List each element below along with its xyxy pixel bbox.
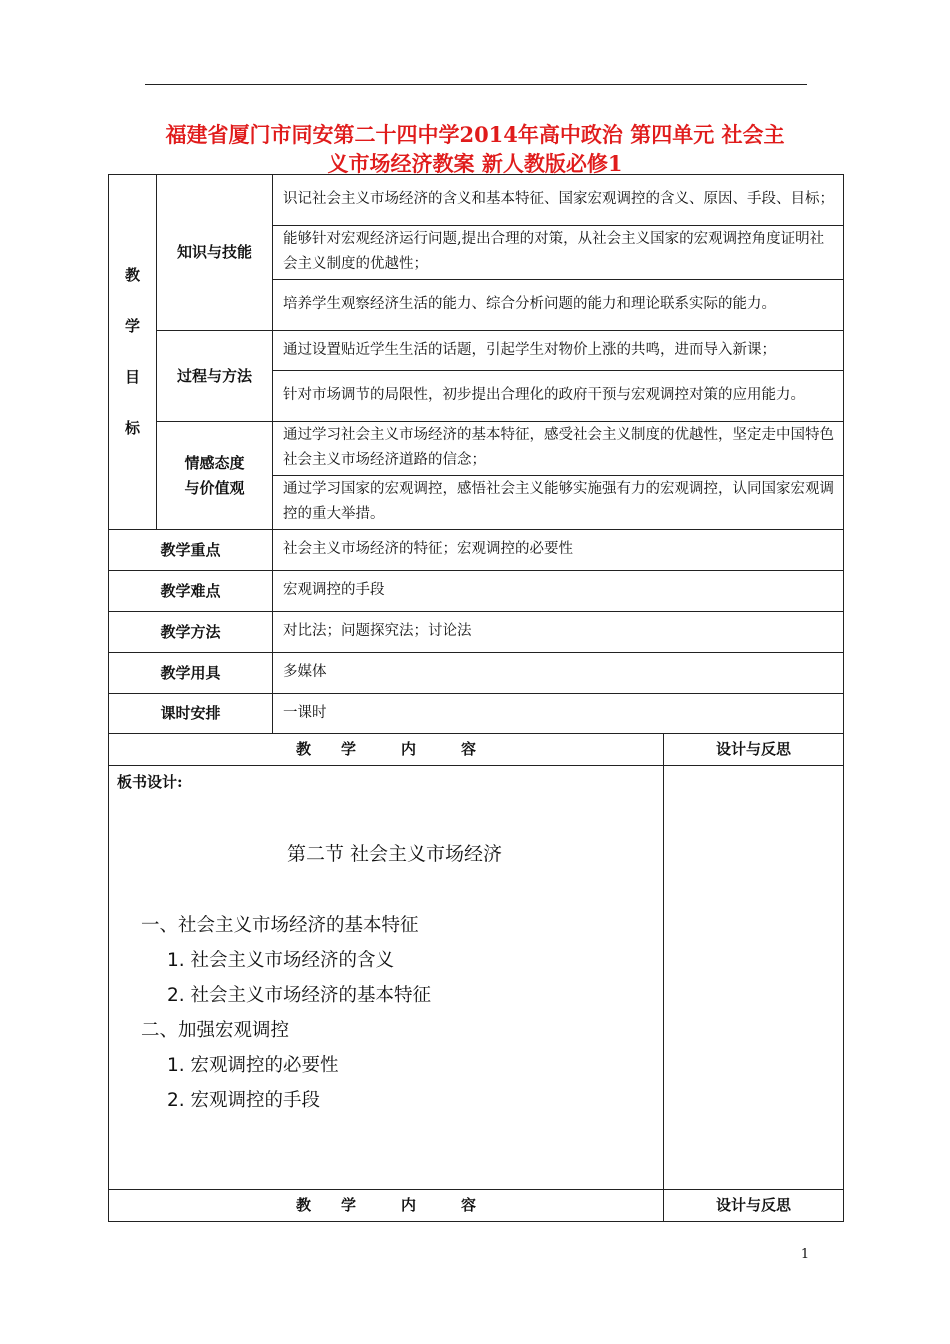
objective-item: 通过学习国家的宏观调控，感悟社会主义能够实施强有力的宏观调控，认同国家宏观调控的重大举措。 [273,476,844,530]
outline-item: 1. 社会主义市场经济的含义 [167,950,395,971]
objective-item: 通过设置贴近学生生活的话题，引起学生对物价上涨的共鸣，进而导入新课； [273,331,844,371]
schedule-label: 课时安排 [109,694,273,734]
board-design-label: 板书设计: [117,773,183,791]
lesson-plan-table [108,174,844,1222]
content-header: 教 学 内 容 [109,734,664,766]
board-design-cell [109,766,664,1190]
key-points-value: 社会主义市场经济的特征；宏观调控的必要性 [273,530,844,571]
board-title: 第二节 社会主义市场经济 [287,843,503,865]
objective-item: 培养学生观察经济生活的能力、综合分析问题的能力和理论联系实际的能力。 [273,280,844,331]
outline-heading: 一、社会主义市场经济的基本特征 [141,915,419,936]
outline-item: 2. 宏观调控的手段 [167,1090,321,1111]
difficulties-value: 宏观调控的手段 [273,571,844,612]
page-number: 1 [800,1247,810,1262]
outline-heading: 二、加强宏观调控 [141,1020,290,1041]
reflection-cell [664,766,844,1190]
objective-item: 能够针对宏观经济运行问题,提出合理的对策，从社会主义国家的宏观调控角度证明社会主义制度的优越性； [273,226,844,280]
objective-item: 识记社会主义市场经济的含义和基本特征、国家宏观调控的含义、原因、手段、目标； [273,175,844,226]
document-title [108,120,842,178]
key-points-label: 教学重点 [109,530,273,571]
tools-value: 多媒体 [273,653,844,694]
process-method-label: 过程与方法 [157,331,273,422]
title-line-2: 义市场经济教案 新人教版必修1 [327,151,623,176]
emotion-values-label: 情感态度 与价值观 [157,422,273,530]
objective-item: 针对市场调节的局限性，初步提出合理化的政府干预与宏观调控对策的应用能力。 [273,371,844,422]
objectives-label: 教 学 目 标 [109,175,157,530]
difficulties-label: 教学难点 [109,571,273,612]
outline-item: 1. 宏观调控的必要性 [167,1055,339,1076]
schedule-value: 一课时 [273,694,844,734]
methods-value: 对比法；问题探究法；讨论法 [273,612,844,653]
title-line-1: 福建省厦门市同安第二十四中学2014年高中政治 第四单元 社会主 [165,122,785,147]
knowledge-skills-label: 知识与技能 [157,175,273,331]
methods-label: 教学方法 [109,612,273,653]
objective-item: 通过学习社会主义市场经济的基本特征，感受社会主义制度的优越性，坚定走中国特色社会主义市场经济道路的信念； [273,422,844,476]
outline-item: 2. 社会主义市场经济的基本特征 [167,985,432,1006]
header-rule [145,84,807,85]
reflection-header: 设计与反思 [664,1190,844,1222]
reflection-header: 设计与反思 [664,734,844,766]
tools-label: 教学用具 [109,653,273,694]
content-header: 教 学 内 容 [109,1190,664,1222]
